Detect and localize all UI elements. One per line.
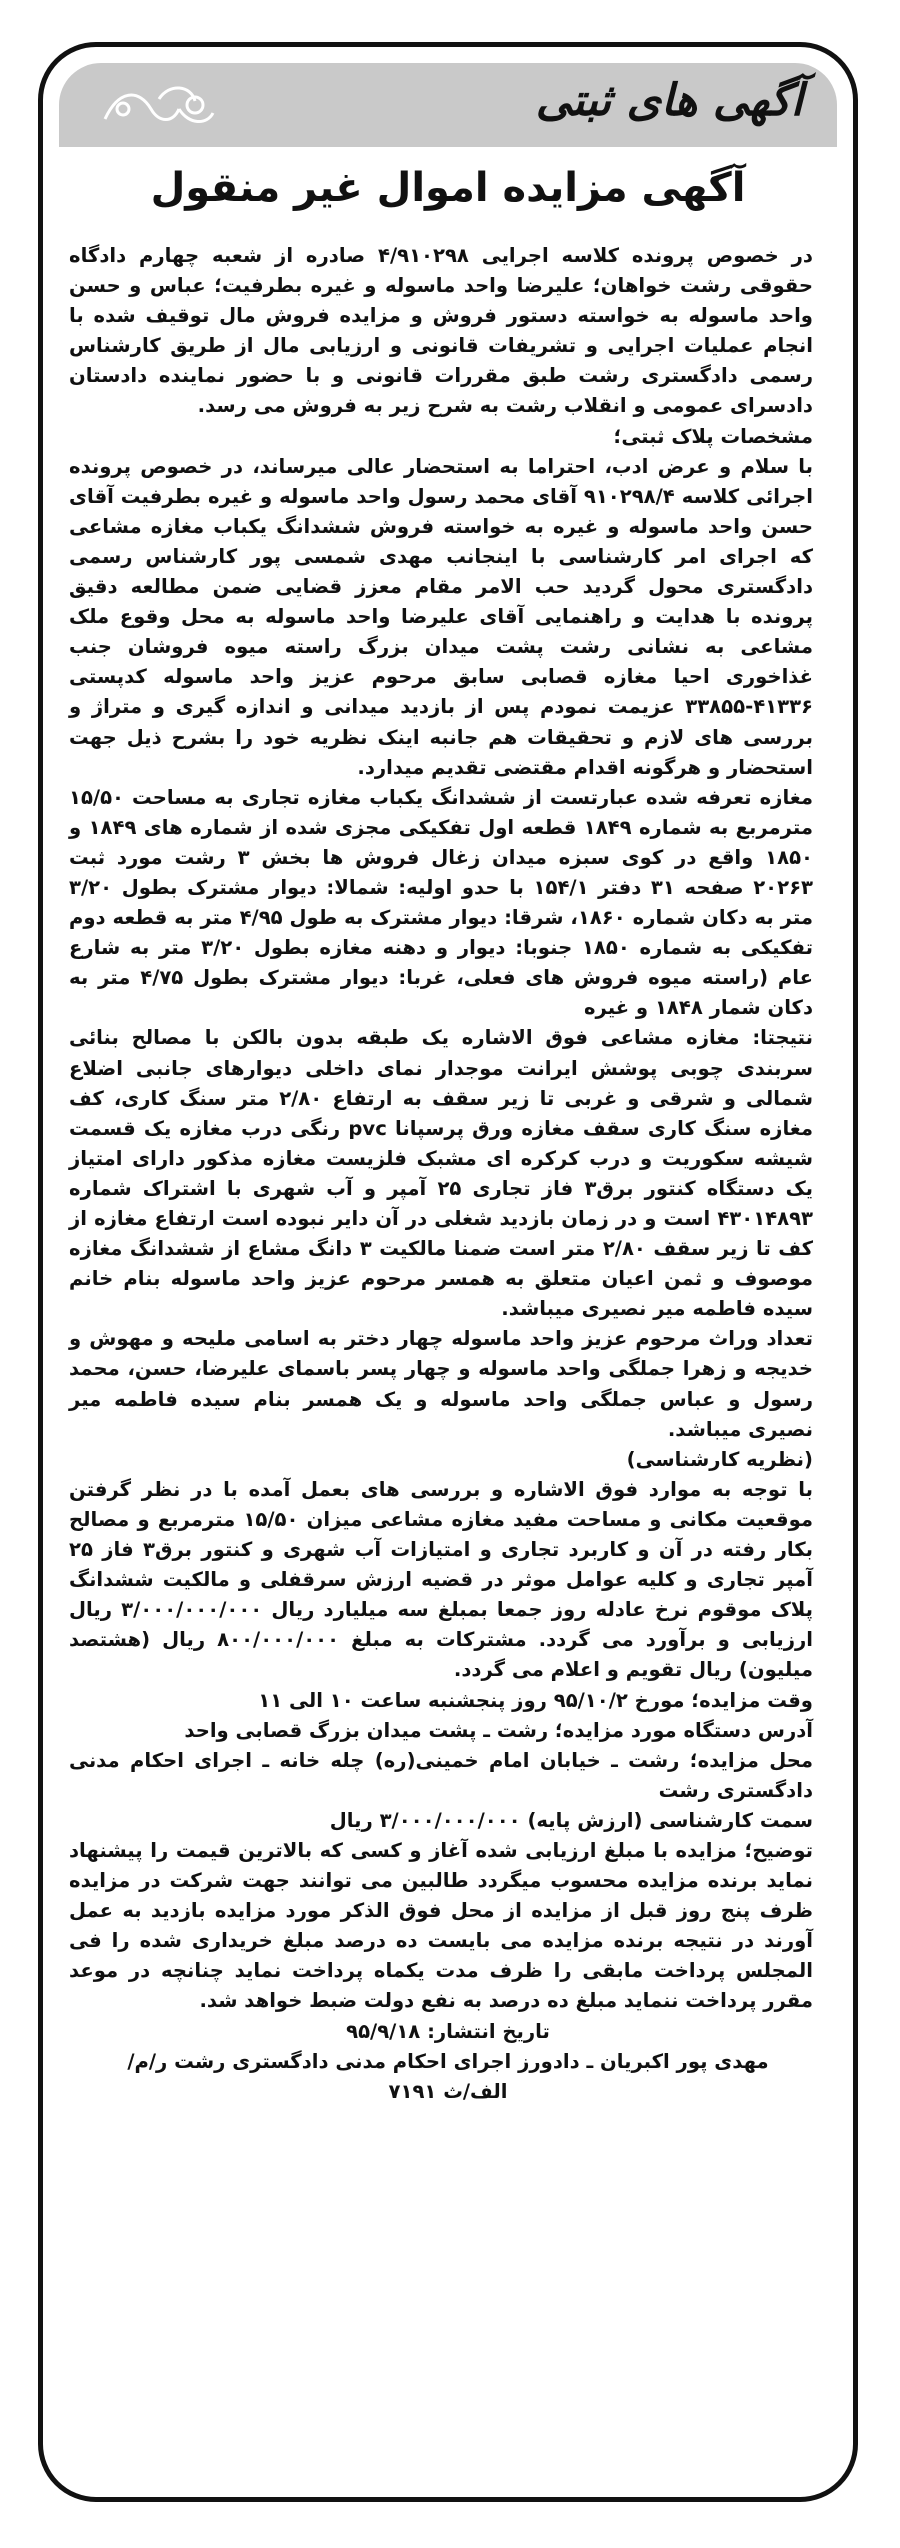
conclusion-paragraph: نتیجتا: مغازه مشاعی فوق الاشاره یک طبقه بدون بالکن با مصالح بنائی سربندی چوبی پوشش ایرانت موجدار نمای داخلی دیوارهای جانبی اضلاع شمالی و شرقی و غربی تا زیر سقف به ارتفاع ۲/۸۰ متر سنگ کاری، کف مغازه سنگ کاری سقف مغازه ورق پرسپانا pvc رنگی درب مغازه یک قسمت شیشه سکوریت و درب کرکره ای مشبک فلزیست مغازه مذکور دارای امتیاز یک دستگاه کنتور برق۳ فاز تجاری ۲۵ آمپر و آب شهری با اشتراک شماره ۴۳۰۱۴۸۹۳ است و در زمان بازدید شغلی در آن دایر نبوده است ارتفاع مغازه از کف تا زیر سقف ۲/۸۰ متر است ضمنا مالکیت ۳ دانگ مشاع از ششدانگ مغازه موصوف و ثمن اعیان متعلق به همسر مرحوم عزیز واحد ماسوله بنام خانم سیده فاطمه میر نصیری میباشد. (69, 1026, 813, 1321)
auction-time: وقت مزایده؛ مورخ ۹۵/۱۰/۲ روز پنجشنبه ساعت ۱۰ الی ۱۱ (258, 1688, 813, 1712)
signature: مهدی پور اکبریان ـ دادورز اجرای احکام مدنی دادگستری رشت ر/م/ (127, 2049, 769, 2073)
notice-body (69, 241, 827, 2107)
intro-paragraph: در خصوص پرونده کلاسه اجرایی ۴/۹۱۰۲۹۸ صادره از شعبه چهارم دادگاه حقوقی رشت خواهان؛ علیرضا واحد ماسوله و غیره بطرفیت؛ عباس و حسن واحد ماسوله به خواسته دستور فروش و مزایده فروش مال توقیف شده با انجام عملیات اجرایی و تشریفات قانونی و ارزیابی مال از طریق کارشناس رسمی دادگستری رشت طبق مقررات قانونی و با حضور نماینده دادستان دادسرای عمومی و انقلاب رشت به شرح زیر به فروش می رسد. (69, 244, 813, 418)
notice-headline: آگهی مزایده اموال غیر منقول (150, 165, 746, 211)
publish-date: تاریخ انتشار: ۹۵/۹/۱۸ (346, 2019, 550, 2043)
reference-code: الف/ث ۷۱۹۱ (388, 2079, 508, 2103)
notice-frame (38, 42, 858, 2502)
banner-title: آگهی های ثبتی (535, 75, 803, 126)
valuation-paragraph: با توجه به موارد فوق الاشاره و بررسی های بعمل آمده با در نظر گرفتن موقعیت مکانی و مساحت مفید مغازه مشاعی میزان ۱۵/۵۰ مترمربع و مصالح بکار رفته در آن و کاربرد تجاری و امتیازات آب شهری و کنتور برق۳ فاز ۲۵ آمپر تجاری و کلیه عوامل موثر در قضیه ارزش سرقفلی و مالکیت ششدانگ پلاک موقوم نرخ عادله روز جمعا بمبلغ سه میلیارد ریال ۳/۰۰۰/۰۰۰/۰۰۰ ریال ارزیابی و برآورد می گردد. مشترکات به مبلغ ۸۰۰/۰۰۰/۰۰۰ ریال (هشتصد میلیون) ریال تقویم و اعلام می گردد. (69, 1477, 814, 1682)
registry-heading: مشخصات پلاک ثبتی؛ (613, 424, 813, 448)
terms-paragraph: توضیح؛ مزایده با مبلغ ارزیابی شده آغاز و کسی که بالاترین قیمت را پیشنهاد نماید برنده مزایده محسوب میگردد طالبین می توانند جهت شرکت در مزایده ظرف پنج روز قبل از مزایده از محل فوق الذکر مورد مزایده بازدید به عمل آورند در نتیجه برنده مزایده می بایست ده درصد مبلغ خریداری شده را فی المجلس پرداخت مابقی را ظرف مدت یکماه پرداخت نماید چنانچه در موعد مقرر پرداخت ننماید مبلغ ده درصد به نفع دولت ضبط خواهد شد. (69, 1838, 813, 2013)
auction-location: محل مزایده؛ رشت ـ خیابان امام خمینی(ره) چله خانه ـ اجرای احکام مدنی دادگستری رشت (69, 1748, 813, 1802)
floral-ornament-icon (99, 79, 219, 133)
expert-opinion-heading: (نظریه کارشناسی) (626, 1447, 813, 1471)
shop-description-paragraph: مغازه تعرفه شده عبارتست از ششدانگ یکباب مغازه تجاری به مساحت ۱۵/۵۰ مترمربع به شماره ۱۸۴۹ قطعه اول تفکیکی مجزی شده از شماره های ۱۸۴۹ و ۱۸۵۰ واقع در کوی سبزه میدان زغال فروش ها بخش ۳ رشت مورد ثبت ۲۰۲۶۳ صفحه ۳۱ دفتر ۱۵۴/۱ با حدو اولیه: شمالا: دیوار مشترک بطول ۳/۲۰ متر به دکان شماره ۱۸۶۰، شرقا: دیوار مشترک به طول ۴/۹۵ متر به قطعه دوم تفکیکی به شماره ۱۸۵۰ جنوبا: دیوار و دهنه مغازه بطول ۳/۲۰ متر به شارع عام (راسته میوه فروش های فعلی، غربا: دیوار مشترک بطول ۴/۷۵ متر به دکان شمار ۱۸۴۸ و غیره (69, 785, 813, 1020)
expert-paragraph: با سلام و عرض ادب، احتراما به استحضار عالی میرساند، در خصوص پرونده اجرائی کلاسه ۹۱۰۲۹۸/۴ آقای محمد رسول واحد ماسوله و غیره بطرفیت آقای حسن واحد ماسوله و غیره به خواسته فروش ششدانگ یکباب مغازه مشاعی که اجرای امر کارشناسی با اینجانب مهدی شمسی پور کارشناس رسمی دادگستری محول گردید حب الامر مقام معزز قضایی ضمن مطالعه دقیق پرونده با هدایت و راهنمایی آقای علیرضا واحد ماسوله به محل وقوع ملک مشاعی به نشانی رشت پشت میدان بزرگ راسته میوه فروشان جنب غذاخوری احیا مغازه قصابی سابق مرحوم عزیز واحد ماسوله کدپستی ۴۱۳۳۶-۳۳۸۵۵ عزیمت نمودم پس از بازدید میدانی و اندازه گیری و متراژ و بررسی های لازم و تحقیقات هم جانبه اینک نظریه خود را بشرح ذیل جهت استحضار و هرگونه اقدام مقتضی تقدیم میدارد. (69, 454, 813, 779)
property-address: آدرس دستگاه مورد مزایده؛ رشت ـ پشت میدان بزرگ قصابی واحد (184, 1718, 813, 1742)
heirs-paragraph: تعداد وراث مرحوم عزیز واحد ماسوله چهار دختر به اسامی ملیحه و مهوش و خدیجه و زهرا جملگی واحد ماسوله و چهار پسر باسمای علیرضا، حسن، محمد رسول و عباس جملگی واحد ماسوله و یک همسر بنام سیده فاطمه میر نصیری میباشد. (69, 1327, 813, 1441)
base-value: سمت کارشناسی (ارزش پایه) ۳/۰۰۰/۰۰۰/۰۰۰ ریال (329, 1808, 813, 1832)
section-banner (59, 63, 837, 147)
